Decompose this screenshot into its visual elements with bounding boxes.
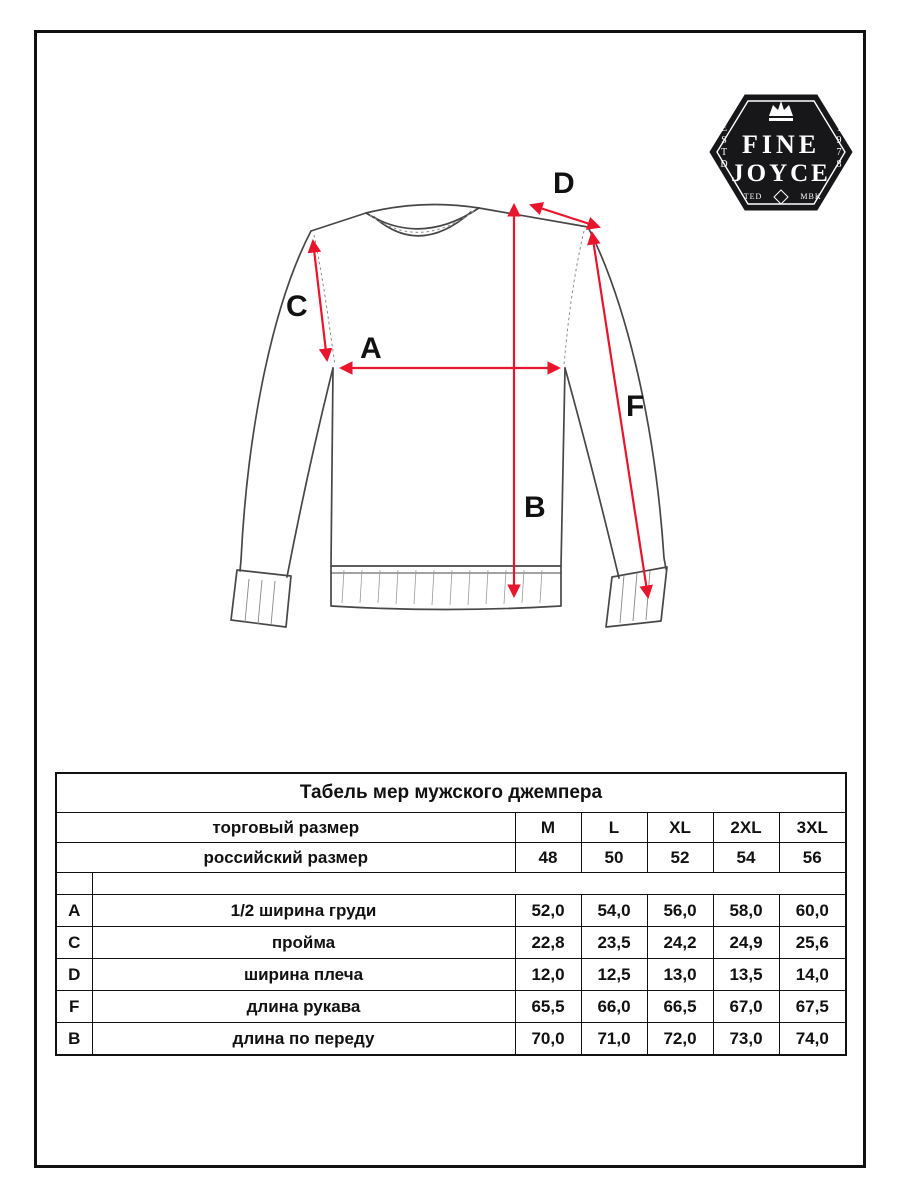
- spacer-cell: [56, 873, 92, 895]
- logo-year: [837, 123, 842, 170]
- measure-value: 54,0: [581, 895, 647, 927]
- label-A: A: [360, 332, 382, 365]
- measure-letter: F: [56, 991, 92, 1023]
- table-row: [56, 895, 846, 927]
- table-row-russian-size: [56, 843, 846, 873]
- measure-value: 24,2: [647, 927, 713, 959]
- label-F: F: [626, 390, 645, 423]
- size-value: 52: [647, 843, 713, 873]
- logo-mbk: MBK: [800, 192, 822, 201]
- logo-badge: [710, 95, 852, 210]
- spacer-cell: [92, 873, 846, 895]
- sweater-stitching: [245, 210, 650, 625]
- table-row: [56, 959, 846, 991]
- russian-size-label: российский размер: [56, 843, 515, 873]
- measure-value: 74,0: [779, 1023, 846, 1056]
- measure-letter: B: [56, 1023, 92, 1056]
- size-table-section: [55, 772, 845, 1056]
- size-value: 48: [515, 843, 581, 873]
- size-col-header: L: [581, 813, 647, 843]
- brand-logo: [0, 0, 900, 260]
- label-B: B: [524, 491, 546, 524]
- measure-value: 14,0: [779, 959, 846, 991]
- label-D: D: [553, 167, 575, 200]
- measure-value: 25,6: [779, 927, 846, 959]
- measure-value: 60,0: [779, 895, 846, 927]
- measure-value: 52,0: [515, 895, 581, 927]
- measure-value: 23,5: [581, 927, 647, 959]
- size-value: 50: [581, 843, 647, 873]
- measure-name: ширина плеча: [92, 959, 515, 991]
- sweater-outline: [231, 204, 667, 627]
- svg-text:D: D: [720, 159, 728, 170]
- table-row-trade-size: [56, 813, 846, 843]
- measure-letter: C: [56, 927, 92, 959]
- measure-value: 66,5: [647, 991, 713, 1023]
- measure-value: 73,0: [713, 1023, 779, 1056]
- svg-text:1: 1: [836, 123, 842, 134]
- measure-name: длина по переду: [92, 1023, 515, 1056]
- table-title: Табель мер мужского джемпера: [56, 773, 846, 813]
- measure-value: 65,5: [515, 991, 581, 1023]
- size-value: 54: [713, 843, 779, 873]
- measure-value: 12,5: [581, 959, 647, 991]
- measure-value: 58,0: [713, 895, 779, 927]
- measure-value: 66,0: [581, 991, 647, 1023]
- measure-value: 70,0: [515, 1023, 581, 1056]
- table-spacer-row: [56, 873, 846, 895]
- measure-value: 71,0: [581, 1023, 647, 1056]
- measure-value: 67,5: [779, 991, 846, 1023]
- measure-value: 22,8: [515, 927, 581, 959]
- trade-size-label: торговый размер: [56, 813, 515, 843]
- measure-value: 72,0: [647, 1023, 713, 1056]
- svg-text:8: 8: [836, 159, 842, 170]
- logo-line2: JOYCE: [731, 160, 831, 187]
- label-C: C: [286, 290, 308, 323]
- measure-value: 67,0: [713, 991, 779, 1023]
- measure-name: 1/2 ширина груди: [92, 895, 515, 927]
- measurement-arrows: [313, 205, 648, 597]
- table-row: [56, 927, 846, 959]
- svg-text:T: T: [720, 147, 728, 158]
- svg-text:E: E: [720, 123, 728, 134]
- svg-text:7: 7: [836, 147, 842, 158]
- svg-text:9: 9: [836, 135, 842, 146]
- logo-estd: [720, 123, 727, 170]
- measure-value: 13,5: [713, 959, 779, 991]
- size-col-header: M: [515, 813, 581, 843]
- measure-value: 12,0: [515, 959, 581, 991]
- svg-text:S: S: [721, 135, 727, 146]
- size-col-header: 3XL: [779, 813, 846, 843]
- logo-ted: TED: [743, 192, 763, 201]
- table-row: [56, 991, 846, 1023]
- measure-name: пройма: [92, 927, 515, 959]
- measure-value: 13,0: [647, 959, 713, 991]
- measure-letter: A: [56, 895, 92, 927]
- size-table: [55, 772, 847, 1056]
- measure-name: длина рукава: [92, 991, 515, 1023]
- measure-value: 56,0: [647, 895, 713, 927]
- logo-line1: FINE: [741, 130, 821, 159]
- table-title-row: [56, 773, 846, 813]
- table-row: [56, 1023, 846, 1056]
- size-value: 56: [779, 843, 846, 873]
- size-col-header: 2XL: [713, 813, 779, 843]
- measure-letter: D: [56, 959, 92, 991]
- measure-value: 24,9: [713, 927, 779, 959]
- size-col-header: XL: [647, 813, 713, 843]
